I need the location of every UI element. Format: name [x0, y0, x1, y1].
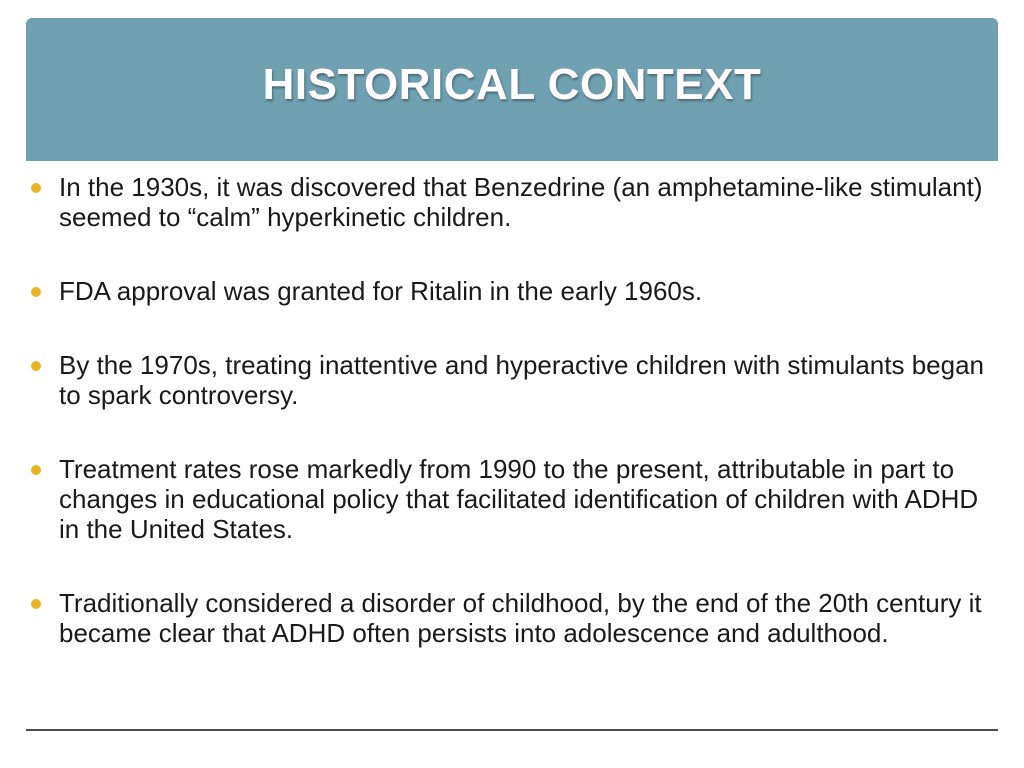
bullet-item-5: [28, 588, 988, 648]
slide-title: HISTORICAL CONTEXT: [262, 59, 762, 109]
bullet-dot-icon: [31, 465, 41, 475]
footer-divider: [26, 729, 998, 731]
bullet-list: [28, 172, 988, 692]
title-bar: [26, 18, 998, 161]
bullet-text: By the 1970s, treating inattentive and hyperactive children with stimulants began to spark controversy.: [59, 350, 984, 410]
bullet-dot-icon: [31, 183, 41, 193]
bullet-text: FDA approval was granted for Ritalin in the early 1960s.: [59, 276, 703, 306]
bullet-text: Treatment rates rose markedly from 1990 to the present, attributable in part to changes in educational policy that facilitated identification of children with ADHD in the United States.: [59, 454, 979, 544]
bullet-text: In the 1930s, it was discovered that Benzedrine (an amphetamine-like stimulant) seemed to “calm” hyperkinetic children.: [59, 172, 983, 232]
bullet-item-3: [28, 350, 988, 410]
bullet-item-4: [28, 454, 988, 544]
bullet-item-2: [28, 276, 988, 306]
bullet-item-1: [28, 172, 988, 232]
bullet-dot-icon: [31, 361, 41, 371]
bullet-dot-icon: [31, 287, 41, 297]
bullet-text: Traditionally considered a disorder of childhood, by the end of the 20th century it became clear that ADHD often persists into adolescence and adulthood.: [59, 588, 982, 648]
bullet-dot-icon: [31, 599, 41, 609]
